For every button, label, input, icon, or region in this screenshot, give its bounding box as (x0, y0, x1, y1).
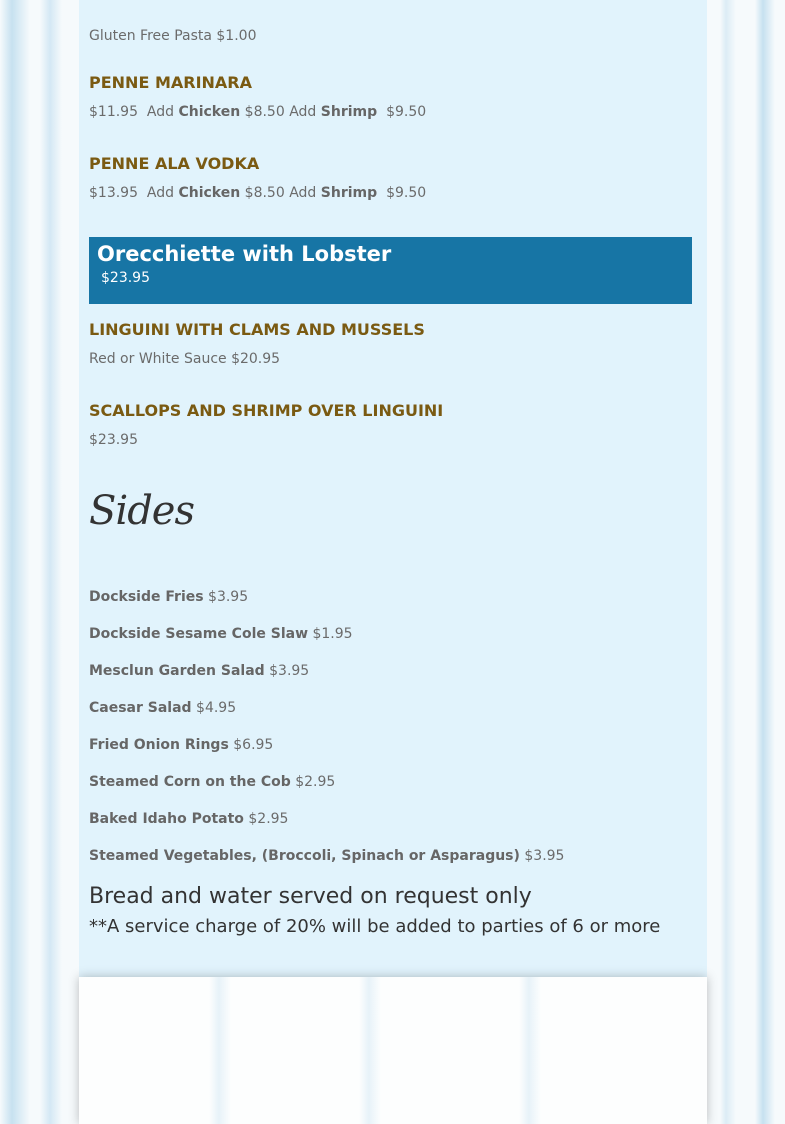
add-chicken-label: Add (146, 104, 175, 120)
add-chicken-price: $8.50 (244, 104, 285, 120)
side-item (89, 811, 288, 827)
penne-marinara-price-line (89, 104, 426, 120)
add-shrimp-item: Shrimp (320, 104, 378, 120)
side-item-name: Steamed Corn on the Cob (89, 774, 291, 790)
add-chicken-item: Chicken (178, 185, 241, 201)
featured-dish-title: Orecchiette with Lobster (97, 242, 392, 266)
side-item-name: Caesar Salad (89, 700, 192, 716)
side-item-price: $2.95 (295, 774, 336, 790)
side-item-price: $3.95 (269, 663, 310, 679)
penne-vodka-price: $13.95 (89, 185, 138, 201)
side-item-price: $3.95 (208, 589, 249, 605)
side-item (89, 700, 236, 716)
add-shrimp-label: Add (289, 104, 317, 120)
side-item-price: $4.95 (196, 700, 237, 716)
scallops-title: SCALLOPS AND SHRIMP OVER LINGUINI (89, 401, 444, 420)
side-item-name: Mesclun Garden Salad (89, 663, 265, 679)
side-item-name: Steamed Vegetables, (Broccoli, Spinach or Asparagus) (89, 848, 520, 864)
service-charge-note: **A service charge of 20% will be added to parties of 6 or more (89, 916, 661, 937)
side-item (89, 626, 353, 642)
side-item (89, 737, 273, 753)
featured-dish-banner (89, 237, 692, 304)
menu-panel (79, 0, 707, 977)
side-item-name: Dockside Fries (89, 589, 204, 605)
side-item (89, 663, 309, 679)
scallops-desc: $23.95 (89, 432, 138, 448)
penne-vodka-price-line (89, 185, 426, 201)
add-shrimp-price: $9.50 (386, 104, 427, 120)
side-item-price: $2.95 (248, 811, 289, 827)
sides-heading: Sides (89, 488, 194, 534)
add-shrimp-label: Add (289, 185, 317, 201)
side-item (89, 774, 335, 790)
side-item (89, 589, 248, 605)
add-chicken-item: Chicken (178, 104, 241, 120)
featured-dish-price: $23.95 (101, 270, 150, 286)
linguini-clams-title: LINGUINI WITH CLAMS AND MUSSELS (89, 320, 425, 339)
side-item (89, 848, 564, 864)
gluten-free-note: Gluten Free Pasta $1.00 (89, 28, 257, 44)
side-item-price: $6.95 (233, 737, 274, 753)
side-item-price: $1.95 (312, 626, 353, 642)
side-item-name: Dockside Sesame Cole Slaw (89, 626, 309, 642)
add-chicken-label: Add (146, 185, 175, 201)
penne-vodka-title: PENNE ALA VODKA (89, 154, 260, 173)
linguini-clams-desc: Red or White Sauce $20.95 (89, 351, 281, 367)
add-shrimp-item: Shrimp (320, 185, 378, 201)
footer-panel (79, 977, 707, 1124)
side-item-name: Baked Idaho Potato (89, 811, 244, 827)
add-shrimp-price: $9.50 (386, 185, 427, 201)
bread-water-note: Bread and water served on request only (89, 884, 532, 909)
penne-marinara-price: $11.95 (89, 104, 138, 120)
penne-marinara-title: PENNE MARINARA (89, 73, 252, 92)
add-chicken-price: $8.50 (244, 185, 285, 201)
side-item-price: $3.95 (524, 848, 565, 864)
side-item-name: Fried Onion Rings (89, 737, 229, 753)
